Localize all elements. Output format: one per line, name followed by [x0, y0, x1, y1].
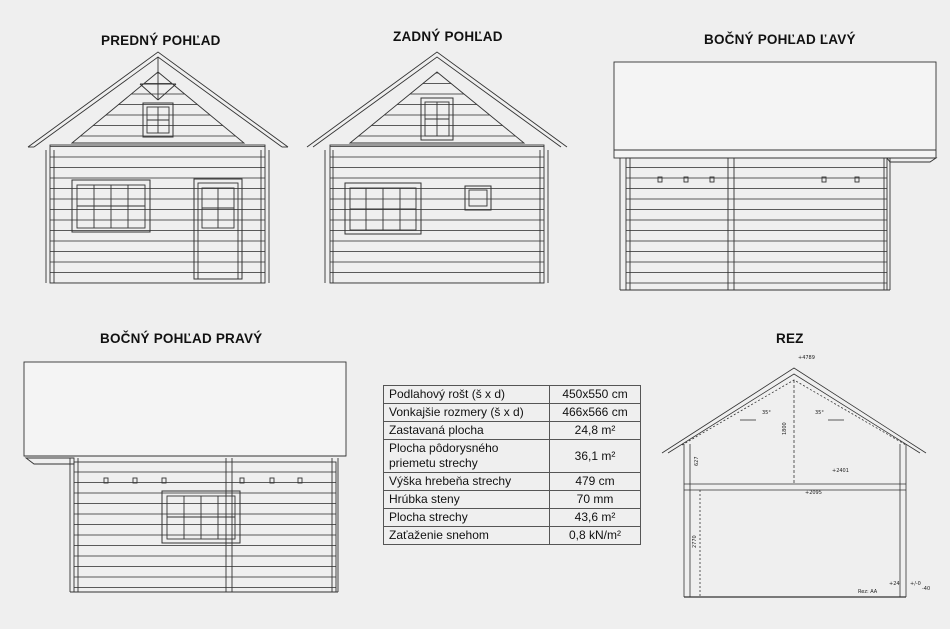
spec-value: 450x550 cm	[550, 386, 641, 404]
left-view-title: BOČNÝ POHĽAD ĽAVÝ	[704, 32, 856, 47]
spec-row	[384, 440, 641, 473]
spec-value: 36,1 m²	[550, 440, 641, 473]
spec-row	[384, 473, 641, 491]
section-floor-level-1: +24	[889, 581, 900, 587]
spec-label: Zastavaná plocha	[384, 422, 550, 440]
front-view-drawing	[28, 52, 288, 283]
spec-row	[384, 386, 641, 404]
spec-label: Plocha strechy	[384, 509, 550, 527]
section-cut-label: Rez: AA	[858, 589, 878, 595]
section-angle-right: 35°	[815, 410, 824, 416]
section-ceiling-level: +2095	[805, 490, 822, 496]
section-angle-left: 35°	[762, 410, 771, 416]
spec-label: Výška hrebeňa strechy	[384, 473, 550, 491]
spec-value: 479 cm	[550, 473, 641, 491]
left-view-drawing	[614, 62, 936, 290]
spec-label: Hrúbka steny	[384, 491, 550, 509]
section-loft-level: +2401	[832, 468, 849, 474]
spec-label: Podlahový rošt (š x d)	[384, 386, 550, 404]
spec-row	[384, 404, 641, 422]
spec-value: 466x566 cm	[550, 404, 641, 422]
spec-label: Zaťaženie snehom	[384, 527, 550, 545]
section-view-title: REZ	[776, 331, 804, 346]
section-dim-1800: 1800	[782, 422, 788, 435]
spec-value: 43,6 m²	[550, 509, 641, 527]
front-view-title: PREDNÝ POHĽAD	[101, 33, 221, 48]
spec-value: 24,8 m²	[550, 422, 641, 440]
rear-view-drawing	[307, 52, 567, 283]
spec-table	[383, 385, 641, 545]
spec-row	[384, 491, 641, 509]
right-view-drawing	[24, 362, 346, 592]
section-floor-level-3: -40	[922, 586, 931, 592]
spec-value: 0,8 kN/m²	[550, 527, 641, 545]
spec-label: Vonkajšie rozmery (š x d)	[384, 404, 550, 422]
section-dim-2770: 2770	[692, 535, 698, 548]
section-ridge-level: +4789	[798, 355, 815, 361]
spec-row	[384, 509, 641, 527]
right-view-title: BOČNÝ POHĽAD PRAVÝ	[100, 331, 263, 346]
rear-view-title: ZADNÝ POHĽAD	[393, 29, 503, 44]
spec-label: Plocha pôdorysného priemetu strechy	[384, 440, 550, 473]
spec-row	[384, 422, 641, 440]
section-dim-627: 627	[694, 456, 700, 466]
spec-value: 70 mm	[550, 491, 641, 509]
spec-row	[384, 527, 641, 545]
section-floor-level-2: +/-0	[910, 581, 921, 587]
section-drawing	[662, 355, 930, 597]
